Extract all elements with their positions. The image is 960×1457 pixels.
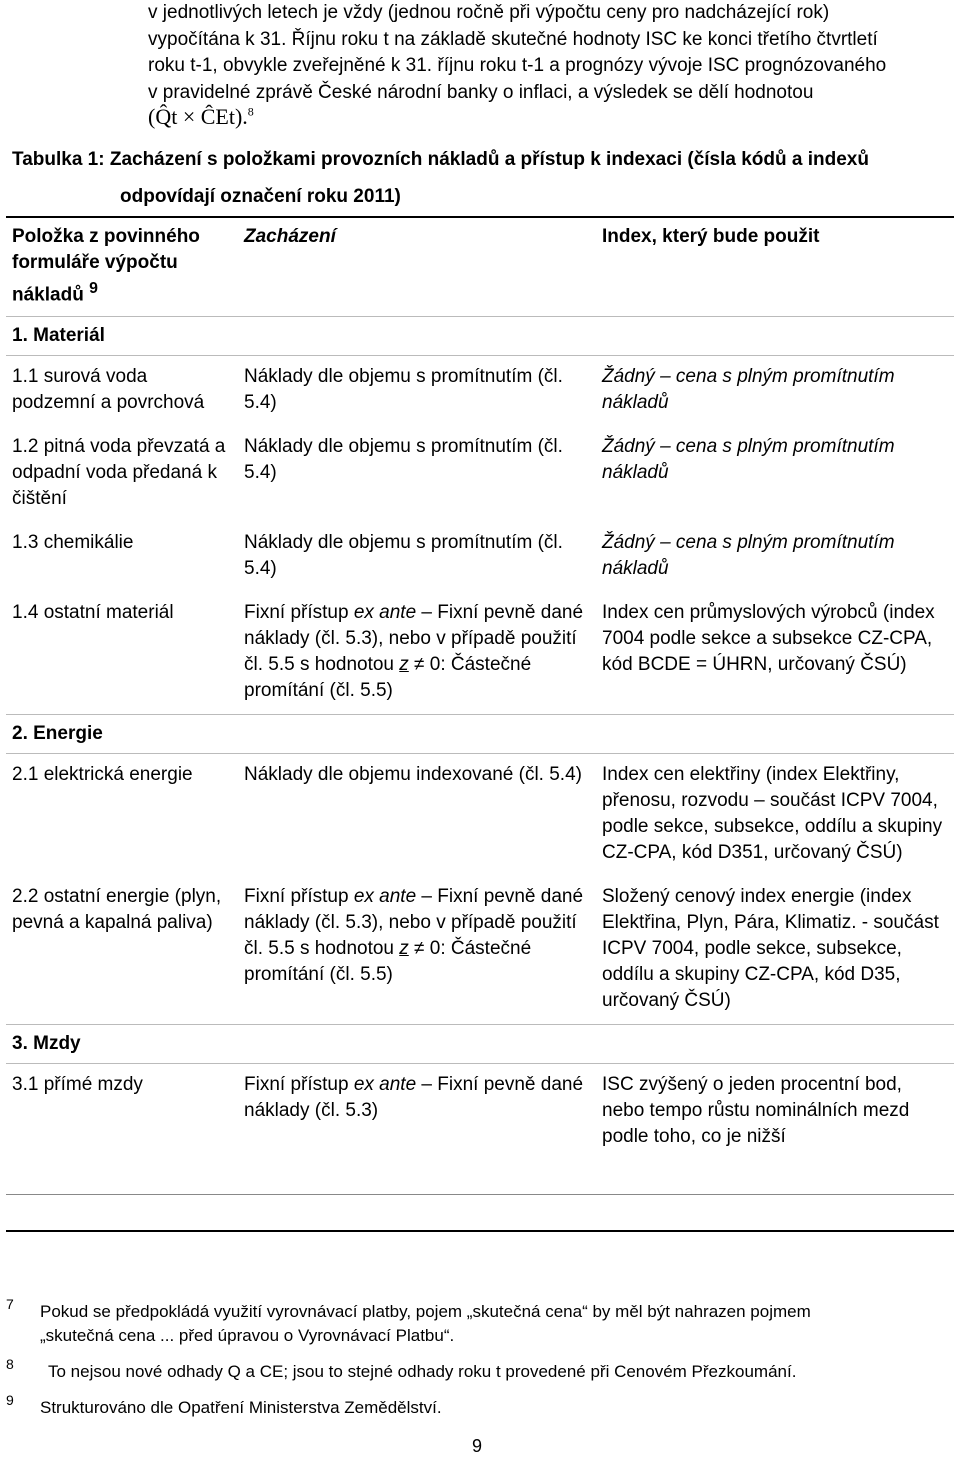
header-item: Položka z povinného formuláře výpočtu nákladů $^9$	[6, 217, 238, 317]
formula-text: (Q̂t × ĈEt).	[148, 104, 248, 129]
header-index: Index, který bude použit	[596, 217, 954, 317]
section-materials: 1. Materiál	[6, 317, 954, 356]
table-caption-cont: odpovídají označení roku 2011)	[120, 186, 401, 207]
table-row	[6, 754, 954, 877]
table-row	[6, 592, 954, 715]
cell-treatment: Fixní přístup ex ante – Fixní pevně dané náklady (čl. 5.3), nebo v případě použití čl. 5.5 s hodnotou z ≠ 0: Částečné promítání (čl. 5.5)	[244, 602, 584, 702]
footnote-number-9: 9	[6, 1392, 14, 1408]
cell-index: Žádný – cena s plným promítnutím nákladů	[602, 532, 895, 580]
cell-item: 1.1 surová voda podzemní a povrchová	[6, 356, 238, 427]
footnote-ref-8: 8	[247, 104, 254, 119]
cell-treatment: Fixní přístup ex ante – Fixní pevně dané náklady (čl. 5.3), nebo v případě použití čl. 5.5 s hodnotou z ≠ 0: Částečné promítání (čl. 5.5)	[244, 886, 584, 986]
table-row	[6, 876, 954, 1025]
section-energy: 2. Energie	[6, 715, 954, 754]
table-caption: Tabulka 1: Zacházení s položkami provozních nákladů a přístup k indexaci (čísla kódů a indexů	[12, 149, 869, 170]
footnote-ref-9: 9	[89, 280, 98, 297]
table-row	[6, 522, 954, 592]
footnote-number-8: 8	[6, 1356, 14, 1372]
cell-treatment: Náklady dle objemu indexované (čl. 5.4)	[238, 754, 596, 877]
cell-item: 1.3 chemikálie	[12, 532, 134, 554]
cell-index: Složený cenový index energie (index Elektřina, Plyn, Pára, Klimatiz. - součást ICPV 7004, podle sekce, subsekce, oddílu a skupiny CZ-CPA, kód D35, určovaný ČSÚ)	[602, 886, 939, 1012]
cell-index: Žádný – cena s plným promítnutím nákladů	[602, 436, 895, 484]
table-row	[6, 356, 954, 427]
cell-index: ISC zvýšený o jeden procentní bod, nebo tempo růstu nominálních mezd podle toho, co je nižší	[596, 1064, 954, 1195]
footnote-9: Strukturováno dle Opatření Ministerstva Zemědělství.	[40, 1398, 442, 1417]
cell-index: Žádný – cena s plným promítnutím nákladů	[596, 356, 954, 427]
footnote-divider	[6, 1230, 954, 1232]
cell-item: 2.1 elektrická energie	[6, 754, 238, 877]
intro-paragraph	[148, 0, 956, 106]
header-treatment: Zacházení	[238, 217, 596, 317]
intro-line-2: vypočítána k 31. Říjnu roku t na základě skutečné hodnoty ISC ke konci třetího čtvrtletí	[148, 28, 878, 50]
formula	[148, 104, 254, 130]
footnote-7-line-1: Pokud se předpokládá využití vyrovnávací platby, pojem „skutečná cena“ by měl být nahrazen pojmem	[40, 1302, 811, 1321]
footnote-7	[40, 1300, 956, 1348]
cell-item: 1.4 ostatní materiál	[12, 602, 174, 624]
cell-item: 1.2 pitná voda převzatá a odpadní voda předaná k čištění	[12, 436, 226, 510]
section-wages: 3. Mzdy	[6, 1025, 954, 1064]
table-header-row	[6, 217, 954, 317]
intro-line-4: v pravidelné zprávě České národní banky o inflaci, a výsledek se dělí hodnotou	[148, 81, 814, 103]
section-row	[6, 317, 954, 356]
cell-item: 3.1 přímé mzdy	[6, 1064, 238, 1195]
footnote-number-7: 7	[6, 1296, 14, 1312]
cell-item: 2.2 ostatní energie (plyn, pevná a kapalná paliva)	[12, 886, 222, 934]
cell-treatment: Náklady dle objemu s promítnutím (čl. 5.4)	[244, 436, 563, 484]
table-row	[6, 426, 954, 522]
cell-index: Index cen průmyslových výrobců (index 7004 podle sekce a subsekce CZ-CPA, kód BCDE = ÚHRN, určovaný ČSÚ)	[602, 602, 935, 676]
cell-treatment: Náklady dle objemu s promítnutím (čl. 5.4)	[244, 532, 563, 580]
intro-line-1: v jednotlivých letech je vždy (jednou ročně při výpočtu ceny pro nadcházející rok)	[148, 2, 830, 23]
footnote-7-line-2: „skutečná cena ... před úpravou o Vyrovnávací Platbu“.	[40, 1326, 455, 1345]
cell-index: Index cen elektřiny (index Elektřiny, přenosu, rozvodu – součást ICPV 7004, podle sekce, subsekce, oddílu a skupiny CZ-CPA, kód D351, určovaný ČSÚ)	[596, 754, 954, 877]
section-row	[6, 1025, 954, 1064]
page-number: 9	[472, 1436, 483, 1456]
cost-table	[6, 216, 954, 1195]
cell-treatment: Fixní přístup ex ante – Fixní pevně dané náklady (čl. 5.3)	[238, 1064, 596, 1195]
intro-line-3: roku t-1, obvykle zveřejněné k 31. říjnu roku t-1 a prognózy vývoje ISC prognózovaného	[148, 55, 887, 76]
cell-treatment: Náklady dle objemu s promítnutím (čl. 5.4)	[238, 356, 596, 427]
section-row	[6, 715, 954, 754]
table-row	[6, 1064, 954, 1195]
footnote-8: To nejsou nové odhady Q a CE; jsou to stejné odhady roku t provedené při Cenovém Přezkoumání.	[48, 1362, 797, 1381]
